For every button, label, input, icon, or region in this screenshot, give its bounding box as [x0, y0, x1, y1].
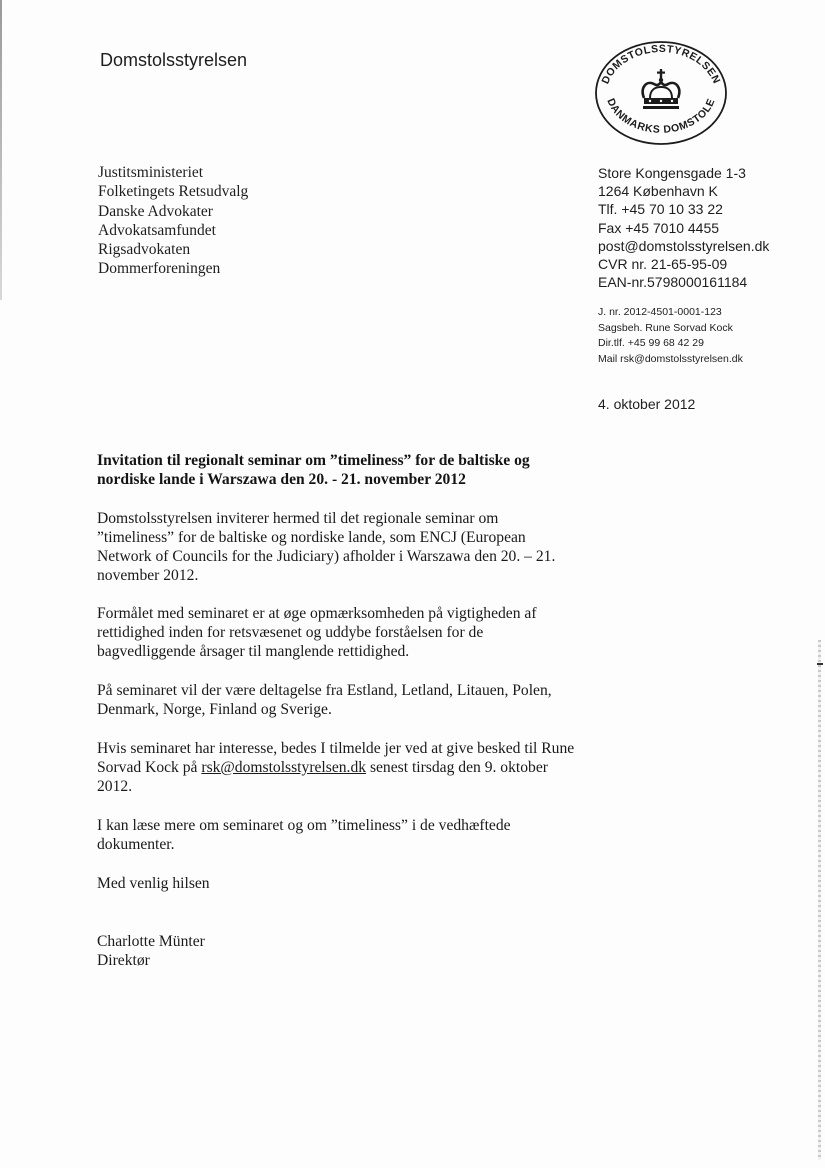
- recipient: Dommerforeningen: [98, 260, 221, 278]
- subject-line: nordiske lande i Warszawa den 20. - 21. november 2012: [97, 471, 466, 488]
- text-line: dokumenter.: [97, 836, 175, 853]
- recipient: Folketingets Retsudvalg: [98, 183, 249, 201]
- signature-block: [97, 932, 205, 970]
- text-line: Domstolsstyrelsen inviterer hermed til det regionale seminar om: [97, 510, 499, 527]
- case-direct-phone: Dir.tlf. +45 99 68 42 29: [598, 337, 704, 349]
- case-handler: Sagsbeh. Rune Sorvad Kock: [598, 321, 733, 334]
- address-fax: Fax +45 7010 4455: [598, 219, 720, 236]
- text-line: På seminaret vil der være deltagelse fra Estland, Letland, Litauen, Polen,: [97, 682, 552, 699]
- seal-stamp: [594, 40, 728, 146]
- letter-subject: [97, 451, 597, 489]
- signature-title: Direktør: [97, 952, 150, 969]
- text-fragment: senest tirsdag den 9. oktober: [366, 759, 548, 776]
- paragraph-participants: [97, 681, 552, 719]
- email-link[interactable]: rsk@domstolsstyrelsen.dk: [201, 759, 367, 776]
- seal-text-top: DOMSTOLSSTYRELSEN: [599, 42, 723, 86]
- address-street: Store Kongensgade 1-3: [598, 165, 746, 181]
- scan-edge-left: [0, 0, 2, 300]
- letterhead-org-name: Domstolsstyrelsen: [100, 50, 248, 70]
- signature-name: Charlotte Münter: [97, 933, 205, 950]
- text-line: rettidighed inden for retsvæsenet og uddybe forståelsen for de: [97, 624, 484, 641]
- recipients-list: [98, 163, 248, 279]
- address-ean: EAN-nr.5798000161184: [598, 274, 748, 291]
- text-line: I kan læse mere om seminaret og om ”timeliness” i de vedhæftede: [97, 817, 511, 834]
- text-line: Network of Councils for the Judiciary) afholder i Warszawa den 20. – 21.: [97, 548, 556, 565]
- closing-greeting: [97, 874, 210, 893]
- address-cvr: CVR nr. 21-65-95-09: [598, 256, 728, 273]
- recipient: Rigsadvokaten: [98, 241, 191, 259]
- case-mail: Mail rsk@domstolsstyrelsen.dk: [598, 352, 743, 365]
- text-line: Med venlig hilsen: [97, 875, 210, 892]
- text-line: bagvedliggende årsager til manglende rettidighed.: [97, 643, 410, 660]
- subject-line: Invitation til regionalt seminar om ”timeliness” for de baltiske og: [97, 452, 530, 469]
- recipient: Danske Advokater: [98, 202, 213, 220]
- text-line: Formålet med seminaret er at øge opmærksomheden på vigtigheden af: [97, 605, 537, 622]
- paragraph-registration: [97, 739, 574, 796]
- paragraph-invitation: [97, 509, 555, 585]
- text-line: 2012.: [97, 778, 133, 795]
- paragraph-attachments: [97, 816, 511, 854]
- text-line: ”timeliness” for de baltiske og nordiske lande, som ENCJ (European: [97, 529, 526, 546]
- letter-date: 4. oktober 2012: [598, 396, 696, 412]
- address-city: 1264 København K: [598, 183, 718, 200]
- recipient: Advokatsamfundet: [98, 221, 216, 239]
- seal-text-bottom: DANMARKS DOMSTOLE: [604, 96, 718, 136]
- case-info: [598, 305, 743, 367]
- address-email: post@domstolsstyrelsen.dk: [598, 237, 770, 254]
- paragraph-purpose: [97, 604, 537, 661]
- address-phone: Tlf. +45 70 10 33 22: [598, 201, 723, 218]
- text-line: Denmark, Norge, Finland og Sverige.: [97, 701, 332, 718]
- text-line: Hvis seminaret har interesse, bedes I tilmelde jer ved at give besked til Rune: [97, 740, 575, 757]
- scan-edge-right: [818, 640, 821, 1160]
- text-line: [97, 758, 574, 777]
- case-number: J. nr. 2012-4501-0001-123: [598, 306, 722, 318]
- sender-address: [598, 164, 769, 291]
- scan-mark: [817, 663, 823, 665]
- text-line: november 2012.: [97, 567, 199, 584]
- recipient: Justitsministeriet: [98, 164, 204, 181]
- text-fragment: Sorvad Kock på: [97, 759, 202, 776]
- crown-icon: [643, 69, 680, 109]
